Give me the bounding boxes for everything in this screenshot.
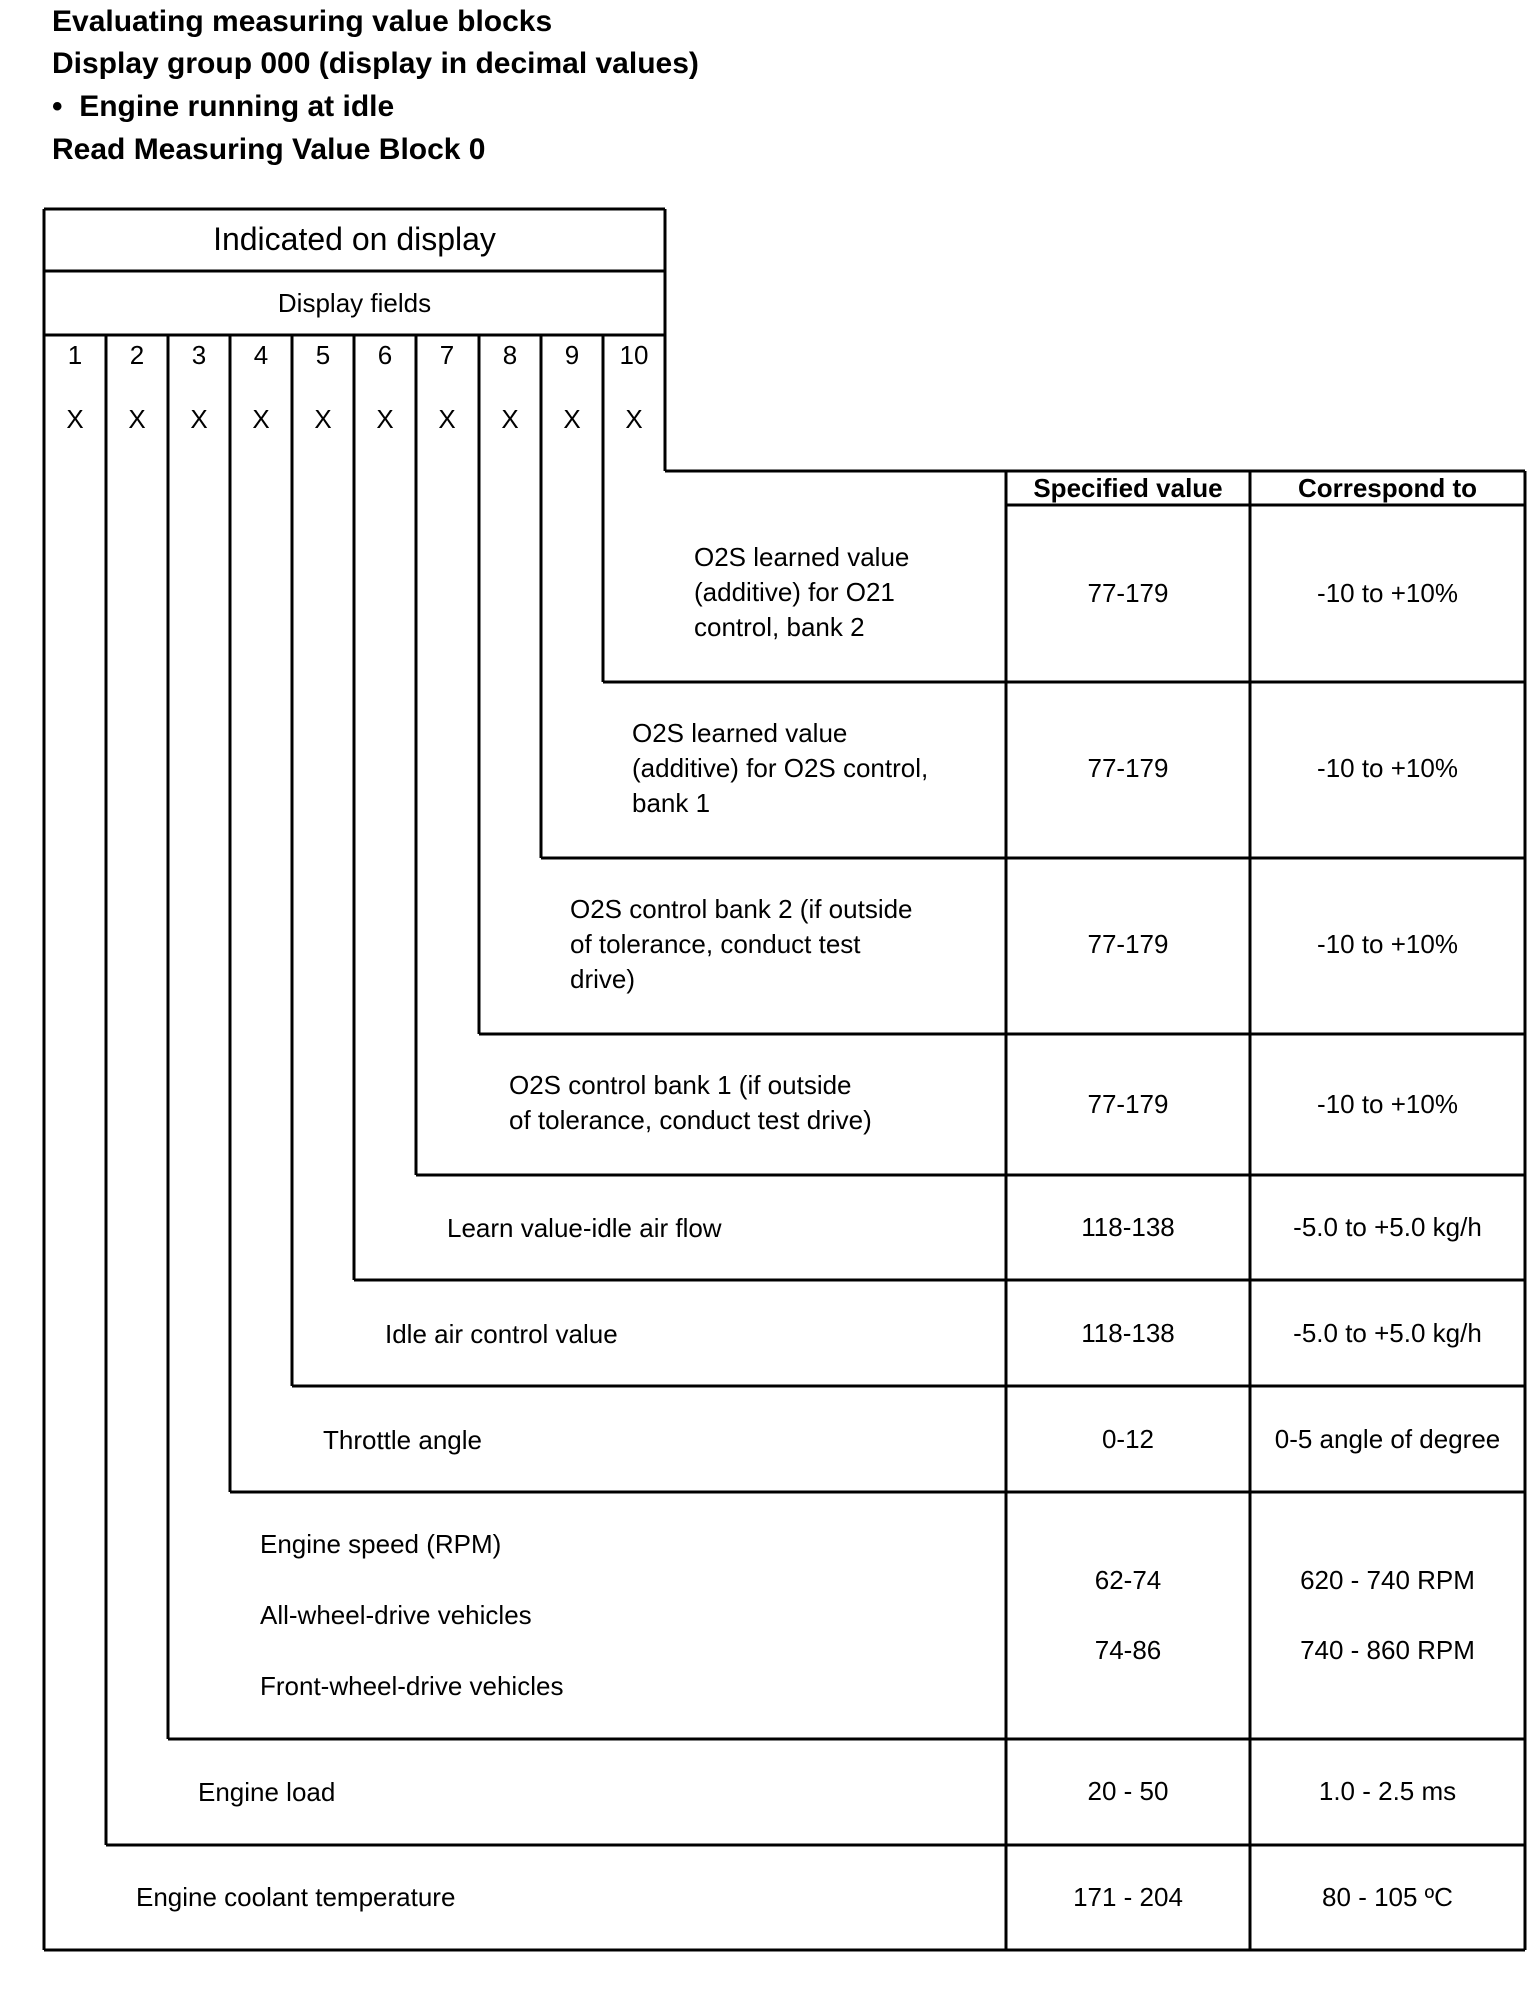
- row-1-correspond: 80 - 105 ºC: [1322, 1882, 1453, 1912]
- field-number-7: 7: [439, 340, 455, 370]
- field-mark-10: X: [625, 404, 643, 434]
- row-1-label: Engine coolant temperature: [136, 1882, 456, 1912]
- row-1-specified: 171 - 204: [1073, 1882, 1183, 1912]
- row-4-specified: 0-12: [1101, 1424, 1155, 1454]
- row-2-specified: 20 - 50: [1087, 1776, 1169, 1806]
- row-6-specified: 118-138: [1081, 1212, 1175, 1242]
- indicated-on-display-header: Indicated on display: [213, 221, 496, 257]
- field-mark-8: X: [501, 404, 519, 434]
- row-2-label: Engine load: [198, 1777, 336, 1807]
- field-number-10: 10: [619, 340, 649, 370]
- row-6-correspond: -5.0 to +5.0 kg/h: [1293, 1212, 1482, 1242]
- row-9-label: O2S learned value (additive) for O2S control, bank 1: [632, 718, 929, 818]
- row-3-label-line-2: All-wheel-drive vehicles: [260, 1600, 532, 1630]
- field-mark-5: X: [314, 404, 332, 434]
- bullet: •: [52, 90, 63, 123]
- field-number-8: 8: [502, 340, 518, 370]
- row-2-correspond: 1.0 - 2.5 ms: [1318, 1776, 1457, 1806]
- row-4-correspond: 0-5 angle of degree: [1274, 1424, 1501, 1454]
- field-mark-3: X: [190, 404, 208, 434]
- heading-line-4: Read Measuring Value Block 0: [52, 133, 486, 166]
- row-4-label: Throttle angle: [323, 1425, 482, 1455]
- field-mark-9: X: [563, 404, 581, 434]
- row-3-label-line-3: Front-wheel-drive vehicles: [260, 1671, 564, 1701]
- field-mark-1: X: [66, 404, 84, 434]
- row-5-specified: 118-138: [1081, 1318, 1175, 1348]
- field-number-4: 4: [253, 340, 269, 370]
- heading-line-2: Display group 000 (display in decimal values): [52, 47, 699, 80]
- row-10-label: O2S learned value (additive) for O21 control, bank 2: [694, 542, 910, 642]
- field-mark-7: X: [438, 404, 456, 434]
- heading-line-3-text: Engine running at idle: [79, 90, 395, 123]
- row-8-specified: 77-179: [1087, 929, 1169, 959]
- field-number-6: 6: [377, 340, 393, 370]
- field-number-1: 1: [67, 340, 83, 370]
- column-header-correspond-to: Correspond to: [1297, 473, 1478, 503]
- row-7-label: O2S control bank 1 (if outside of tolerance, conduct test drive): [509, 1070, 872, 1135]
- field-number-3: 3: [191, 340, 207, 370]
- row-10-correspond: -10 to +10%: [1317, 578, 1458, 608]
- column-header-specified-value: Specified value: [1033, 473, 1223, 503]
- row-3-specified-fwd: 74-86: [1094, 1635, 1162, 1665]
- field-mark-2: X: [128, 404, 146, 434]
- row-8-label: O2S control bank 2 (if outside of tolerance, conduct test drive): [570, 894, 913, 994]
- row-3-correspond-fwd: 740 - 860 RPM: [1300, 1635, 1475, 1665]
- row-7-correspond: -10 to +10%: [1317, 1089, 1458, 1119]
- display-fields-header: Display fields: [277, 288, 432, 318]
- row-5-label: Idle air control value: [385, 1319, 618, 1349]
- field-number-5: 5: [315, 340, 331, 370]
- field-mark-4: X: [252, 404, 270, 434]
- field-number-2: 2: [129, 340, 145, 370]
- row-10-specified: 77-179: [1087, 578, 1169, 608]
- field-mark-6: X: [376, 404, 394, 434]
- row-6-label: Learn value-idle air flow: [447, 1213, 722, 1243]
- field-number-9: 9: [564, 340, 580, 370]
- row-3-specified-awd: 62-74: [1094, 1565, 1162, 1595]
- row-3-correspond-awd: 620 - 740 RPM: [1300, 1565, 1475, 1595]
- row-9-correspond: -10 to +10%: [1317, 753, 1458, 783]
- row-9-specified: 77-179: [1087, 753, 1169, 783]
- row-8-correspond: -10 to +10%: [1317, 929, 1458, 959]
- heading-line-1: Evaluating measuring value blocks: [52, 5, 553, 38]
- row-3-label-line-1: Engine speed (RPM): [260, 1529, 502, 1559]
- row-7-specified: 77-179: [1087, 1089, 1169, 1119]
- row-5-correspond: -5.0 to +5.0 kg/h: [1293, 1318, 1482, 1348]
